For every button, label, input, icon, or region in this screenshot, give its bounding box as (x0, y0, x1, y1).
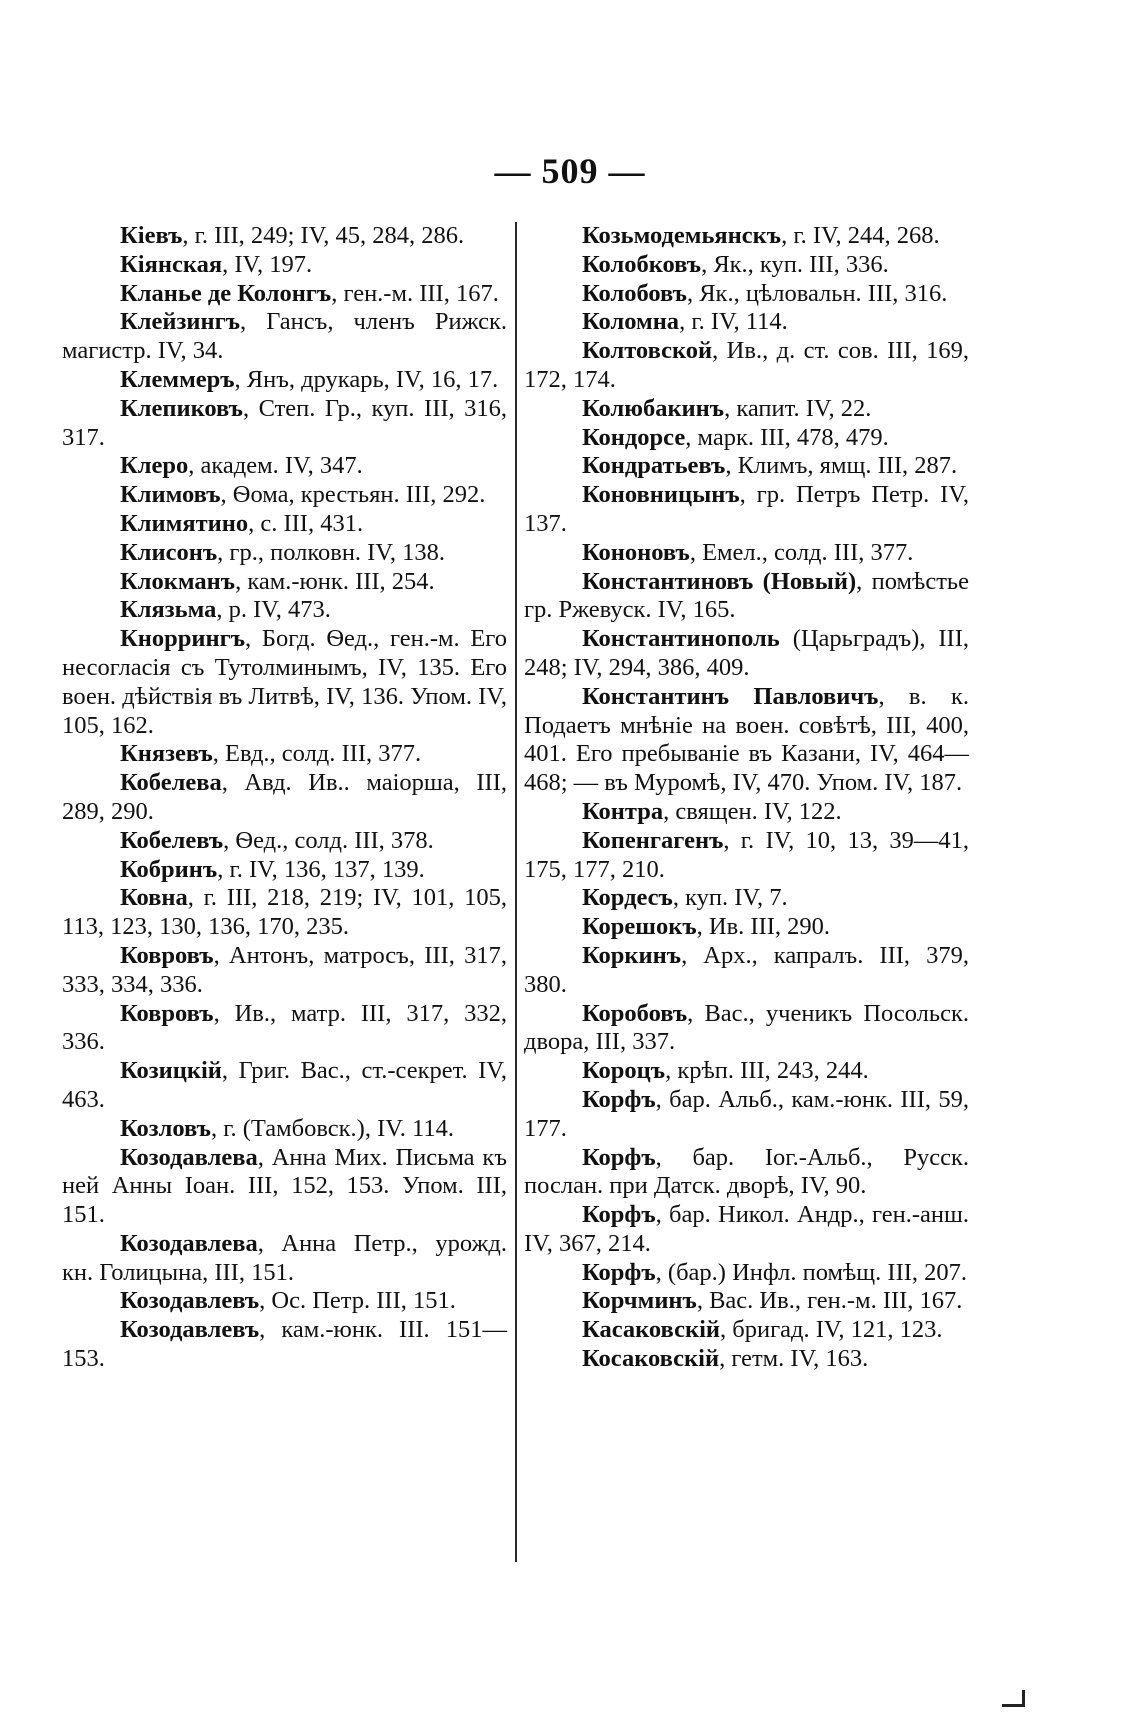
index-entry (524, 1316, 969, 1345)
entry-headword: Кіянская (120, 250, 223, 278)
entry-references: , куп. IV, 7. (672, 884, 788, 912)
entry-headword: Коновницынъ (582, 481, 740, 509)
entry-references: , бригад. IV, 121, 123. (720, 1316, 943, 1344)
index-entry (524, 1000, 969, 1058)
entry-headword: Касаковскій (582, 1316, 720, 1344)
entry-headword: Клейзингъ (120, 308, 240, 336)
index-entry (524, 568, 969, 626)
entry-headword: Копенгагенъ (582, 826, 724, 854)
entry-headword: Короцъ (582, 1057, 666, 1085)
entry-headword: Козодавлева (120, 1143, 258, 1171)
index-entry (524, 222, 969, 251)
entry-references: , бар. Никол. Андр., ген.-анш. IV, 367, 214. (524, 1201, 969, 1257)
index-entry (524, 1201, 969, 1259)
entry-references: , Як., куп. III, 336. (701, 250, 889, 278)
index-entry (62, 884, 507, 942)
entry-references: , г. IV, 136, 137, 139. (217, 855, 425, 883)
index-entry (524, 683, 969, 798)
index-column-left (62, 222, 507, 1374)
entry-references: , ген.-м. III, 167. (331, 279, 499, 307)
index-entry (524, 452, 969, 481)
entry-references: , Антонъ, матросъ, III, 317, 333, 334, 336. (62, 941, 507, 998)
entry-headword: Клокманъ (120, 567, 236, 595)
entry-headword: Корешокъ (582, 913, 697, 941)
entry-headword: Ковровъ (120, 941, 214, 969)
index-entry (524, 884, 969, 913)
entry-references: , г. IV, 244, 268. (781, 222, 940, 249)
page-number: — 509 — (494, 151, 646, 191)
index-entry (524, 424, 969, 453)
entry-headword: Кобелевъ (120, 826, 224, 854)
entry-headword: Коробовъ (582, 999, 688, 1027)
entry-headword: Козодавлевъ (120, 1316, 260, 1344)
index-entry (62, 452, 507, 481)
corner-mark (1002, 1690, 1025, 1707)
entry-references: , Гансъ, членъ Рижск. магистр. IV, 34. (62, 308, 507, 365)
index-entry (524, 539, 969, 568)
index-entry (524, 1086, 969, 1144)
entry-references: , Анна Мих. Письма къ ней Анны Іоан. III, 152, 153. Упом. III, 151. (62, 1143, 507, 1229)
index-entry (62, 481, 507, 510)
entry-references: , помѣстье гр. Ржевуск. IV, 165. (524, 567, 969, 624)
entry-references: (Царьградъ), III, 248; IV, 294, 386, 409. (524, 625, 969, 681)
entry-headword: Климятино (120, 509, 249, 537)
index-entry (62, 827, 507, 856)
entry-references: , IV, 197. (222, 250, 313, 278)
index-entry (62, 1316, 507, 1374)
index-entry (62, 510, 507, 539)
entry-headword: Козьмодемьянскъ (582, 222, 782, 249)
entry-headword: Кондорсе (582, 423, 686, 451)
entry-headword: Константинъ Павловичъ (582, 682, 879, 710)
entry-headword: Климовъ (120, 481, 221, 509)
entry-headword: Клеро (120, 452, 189, 480)
entry-headword: Клеммеръ (120, 365, 235, 393)
index-entry (62, 539, 507, 568)
entry-headword: Кононовъ (582, 538, 690, 566)
entry-headword: Князевъ (120, 740, 213, 768)
entry-headword: Корфъ (582, 1085, 656, 1113)
index-entry (62, 596, 507, 625)
entry-references: , Ос. Петр. III, 151. (259, 1287, 456, 1315)
index-entry (524, 337, 969, 395)
entry-references: , священ. IV, 122. (663, 797, 842, 825)
entry-headword: Кланье де Колонгъ (120, 279, 332, 307)
entry-references: , г. IV, 114. (679, 308, 788, 336)
entry-references: , кам.-юнк. III. 151—153. (62, 1316, 507, 1373)
index-entry (62, 395, 507, 453)
entry-references: , Авд. Ив.. маіорша, III, 289, 290. (62, 769, 507, 825)
entry-references: , Ив., матр. III, 317, 332, 336. (62, 999, 507, 1056)
entry-references: , гетм. IV, 163. (719, 1345, 869, 1373)
index-entry (524, 251, 969, 280)
entry-references: , Климъ, ямщ. III, 287. (725, 452, 958, 480)
entry-references: , марк. III, 478, 479. (685, 423, 889, 451)
index-entry (62, 280, 507, 309)
index-entry (524, 625, 969, 683)
entry-references: , Ѳед., солд. III, 378. (223, 826, 434, 854)
index-entry (62, 1000, 507, 1058)
entry-headword: Кобелева (120, 769, 222, 797)
entry-headword: Козловъ (120, 1114, 211, 1142)
entry-headword: Константинополь (582, 625, 780, 653)
index-entry (62, 1144, 507, 1230)
entry-headword: Козицкій (120, 1057, 222, 1085)
entry-headword: Клязьма (120, 596, 217, 624)
entry-headword: Корчминъ (582, 1287, 697, 1315)
index-entry (62, 251, 507, 280)
entry-headword: Коломна (582, 308, 680, 336)
index-entry (62, 625, 507, 740)
index-entry (524, 942, 969, 1000)
entry-references: , крѣп. III, 243, 244. (665, 1057, 869, 1085)
index-entry (524, 1057, 969, 1086)
entry-headword: Колтовской (582, 337, 713, 365)
index-entry (524, 1259, 969, 1288)
entry-references: , Арх., капралъ. III, 379, 380. (524, 941, 969, 998)
index-entry (524, 395, 969, 424)
entry-headword: Корфъ (582, 1201, 656, 1229)
entry-headword: Кноррингъ (120, 625, 246, 653)
entry-references: , г. (Тамбовск.), IV. 114. (210, 1114, 454, 1142)
entry-headword: Кобринъ (120, 855, 218, 883)
index-entry (62, 1115, 507, 1144)
entry-headword: Кондратьевъ (582, 452, 726, 480)
entry-headword: Колобовъ (582, 279, 687, 307)
entry-references: , Емел., солд. III, 377. (689, 538, 914, 566)
index-entry (62, 1057, 507, 1115)
entry-references: , г. III, 218, 219; IV, 101, 105, 113, 123, 130, 136, 170, 235. (62, 884, 507, 941)
entry-references: , бар. Альб., кам.-юнк. III, 59, 177. (524, 1085, 969, 1142)
entry-references: , кам.-юнк. III, 254. (235, 567, 435, 595)
entry-references: , Вас. Ив., ген.-м. III, 167. (696, 1287, 963, 1315)
entry-references: , Степ. Гр., куп. III, 316, 317. (62, 394, 507, 451)
index-entry (524, 1287, 969, 1316)
index-entry (62, 366, 507, 395)
entry-headword: Кіевъ (120, 222, 183, 249)
entry-references: , г. IV, 10, 13, 39—41, 175, 177, 210. (524, 826, 969, 883)
index-entry (62, 769, 507, 827)
index-entry (62, 942, 507, 1000)
index-entry (524, 481, 969, 539)
entry-references: , капит. IV, 22. (724, 394, 872, 422)
entry-references: , гр. Петръ Петр. IV, 137. (524, 481, 969, 537)
index-entry (524, 827, 969, 885)
entry-references: , р. IV, 473. (216, 596, 331, 624)
index-entry (62, 308, 507, 366)
entry-references: , гр., полковн. IV, 138. (217, 538, 446, 566)
entry-headword: Клисонъ (120, 538, 218, 566)
entry-references: , в. к. Подаетъ мнѣніе на воен. совѣтѣ, III, 400, 401. Его пребываніе въ Казани, IV, 464—468; — въ Муромѣ, IV, 470. Упом. IV, 187. (524, 682, 969, 797)
entry-references: , Вас., ученикъ Посольск. двора, III, 337. (524, 999, 969, 1056)
index-entry (524, 308, 969, 337)
entry-references: , Богд. Ѳед., ген.-м. Его несогласія съ Тутолминымъ, IV, 135. Его воен. дѣйствія въ Литвѣ, IV, 136. Упом. IV, 105, 162. (62, 625, 507, 739)
entry-references: , Анна Петр., урожд. кн. Голицына, III, 151. (62, 1229, 507, 1286)
entry-references: , Григ. Вас., ст.-секрет. IV, 463. (62, 1057, 507, 1113)
entry-references: , (бар.) Инфл. помѣщ. III, 207. (655, 1258, 968, 1286)
index-entry (62, 568, 507, 597)
entry-headword: Клепиковъ (120, 394, 243, 422)
entry-references: , бар. Іог.-Альб., Русск. послан. при Датск. дворѣ, IV, 90. (524, 1143, 969, 1200)
entry-headword: Ковна (120, 884, 188, 912)
entry-headword: Кордесъ (582, 884, 673, 912)
entry-headword: Корфъ (582, 1143, 656, 1171)
entry-references: , Янъ, друкарь, IV, 16, 17. (234, 365, 499, 393)
entry-headword: Козодавлева (120, 1229, 258, 1257)
index-entry (524, 280, 969, 309)
index-entry (524, 913, 969, 942)
entry-references: , г. III, 249; IV, 45, 284, 286. (182, 222, 465, 249)
index-entry (62, 222, 507, 251)
entry-references: , Ив., д. ст. сов. III, 169, 172, 174. (524, 337, 969, 393)
index-entry (524, 1144, 969, 1202)
entry-headword: Косаковскій (582, 1345, 720, 1373)
entry-headword: Коркинъ (582, 941, 682, 969)
entry-headword: Корфъ (582, 1258, 656, 1286)
entry-headword: Колобковъ (582, 250, 702, 278)
index-column-right (524, 222, 969, 1374)
entry-headword: Константиновъ (Новый) (582, 567, 857, 595)
index-entry (524, 798, 969, 827)
entry-headword: Ковровъ (120, 999, 214, 1027)
index-entry (62, 1287, 507, 1316)
entry-headword: Козодавлевъ (120, 1287, 260, 1315)
column-divider (515, 222, 517, 1562)
index-entry (62, 740, 507, 769)
entry-references: , Як., цѣловальн. III, 316. (686, 279, 948, 307)
entry-references: , с. III, 431. (248, 509, 364, 537)
index-entry (62, 856, 507, 885)
entry-references: , академ. IV, 347. (188, 452, 363, 480)
entry-references: , Ив. III, 290. (696, 913, 831, 941)
entry-headword: Контра (582, 797, 664, 825)
index-entry (524, 1345, 969, 1374)
entry-references: , Ѳома, крестьян. III, 292. (220, 481, 486, 509)
entry-headword: Колюбакинъ (582, 394, 725, 422)
index-entry (62, 1230, 507, 1288)
entry-references: , Евд., солд. III, 377. (212, 740, 422, 768)
